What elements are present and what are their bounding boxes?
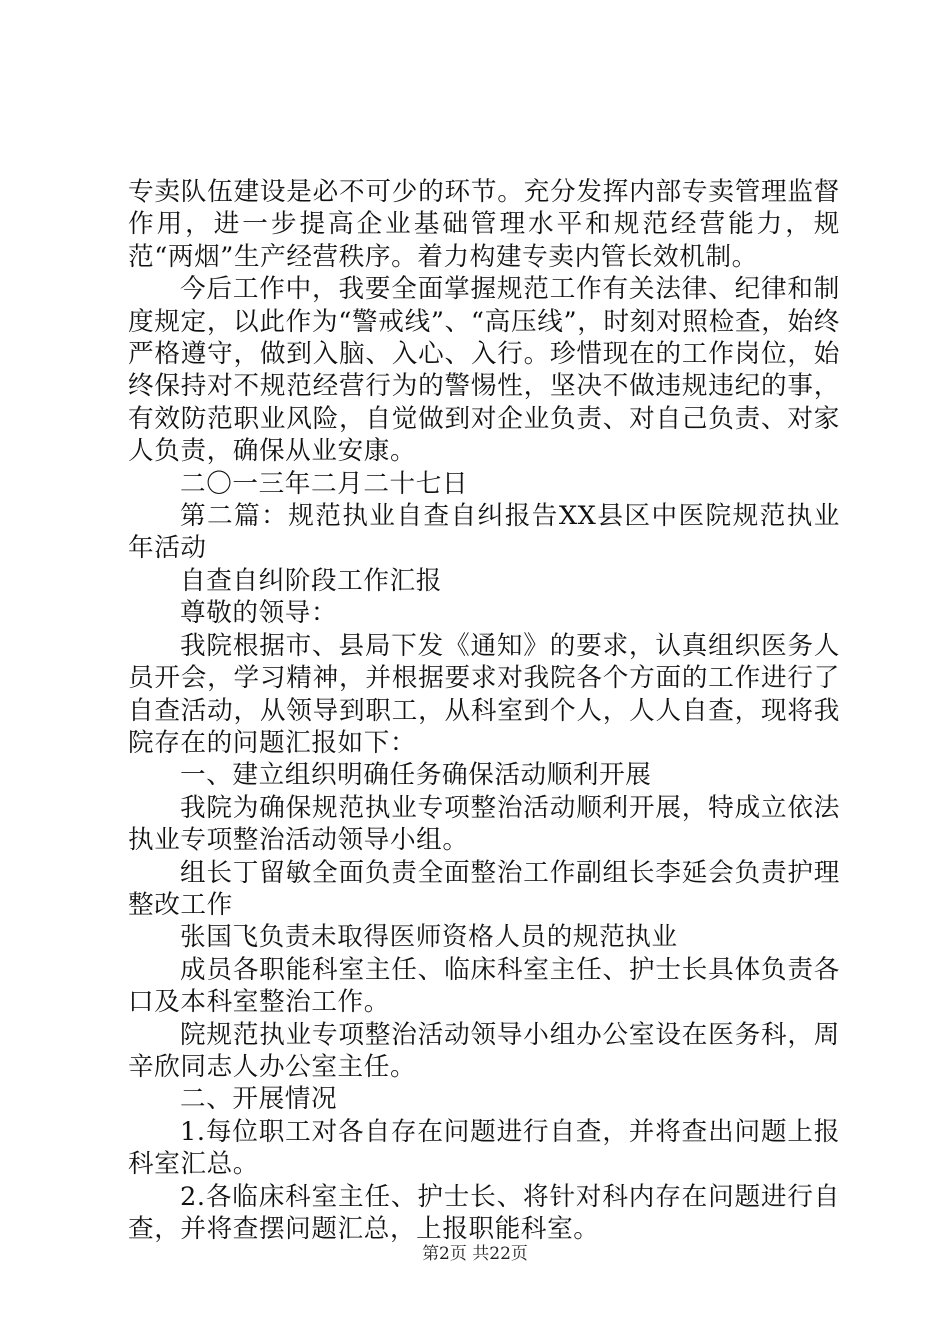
paragraph: 今后工作中，我要全面掌握规范工作有关法律、纪律和制度规定，以此作为“警戒线”、“高压线”，时刻对照检查，始终严格遵守，做到入脑、入心、入行。珍惜现在的工作岗位，始终保持对不规范经营行为的警惕性，坚决不做违规违纪的事，有效防范职业风险，自觉做到对企业负责、对自己负责、对家人负责，确保从业安康。	[128, 274, 840, 467]
document-body	[128, 176, 840, 1245]
paragraph: 我院根据市、县局下发《通知》的要求，认真组织医务人员开会，学习精神，并根据要求对我院各个方面的工作进行了自查活动，从领导到职工，从科室到个人，人人自查，现将我院存在的问题汇报如下：	[128, 630, 840, 758]
paragraph: 张国飞负责未取得医师资格人员的规范执业	[180, 922, 678, 953]
paragraph: 我院为确保规范执业专项整治活动顺利开展，特成立依法执业专项整治活动领导小组。	[128, 792, 840, 856]
heading-one: 一、建立组织明确任务确保活动顺利开展	[180, 760, 652, 791]
paragraph: 院规范执业专项整治活动领导小组办公室设在医务科，周辛欣同志人办公室主任。	[128, 1019, 840, 1082]
paragraph: 组长丁留敏全面负责全面整治工作副组长李延会负责护理整改工作	[128, 857, 840, 920]
list-item: 2.各临床科室主任、护士长、将针对科内存在问题进行自查，并将查摆问题汇总，上报职能科室。	[128, 1181, 840, 1244]
page-footer: 第2页 共22页	[422, 1244, 528, 1264]
paragraph: 专卖队伍建设是必不可少的环节。充分发挥内部专卖管理监督作用，进一步提高企业基础管理水平和规范经营能力，规范“两烟”生产经营秩序。着力构建专卖内管长效机制。	[128, 177, 840, 272]
date-line: 二〇一三年二月二十七日	[180, 468, 469, 499]
paragraph: 成员各职能科室主任、临床科室主任、护士长具体负责各口及本科室整治工作。	[128, 954, 840, 1018]
heading-two: 二、开展情况	[180, 1084, 338, 1115]
report-subtitle: 自查自纠阶段工作汇报	[180, 565, 442, 596]
salutation: 尊敬的领导：	[180, 598, 338, 629]
list-item: 1.每位职工对各自存在问题进行自查，并将查出问题上报科室汇总。	[128, 1116, 840, 1180]
section-title: 第二篇：规范执业自查自纠报告XX县区中医院规范执业年活动	[128, 501, 840, 564]
